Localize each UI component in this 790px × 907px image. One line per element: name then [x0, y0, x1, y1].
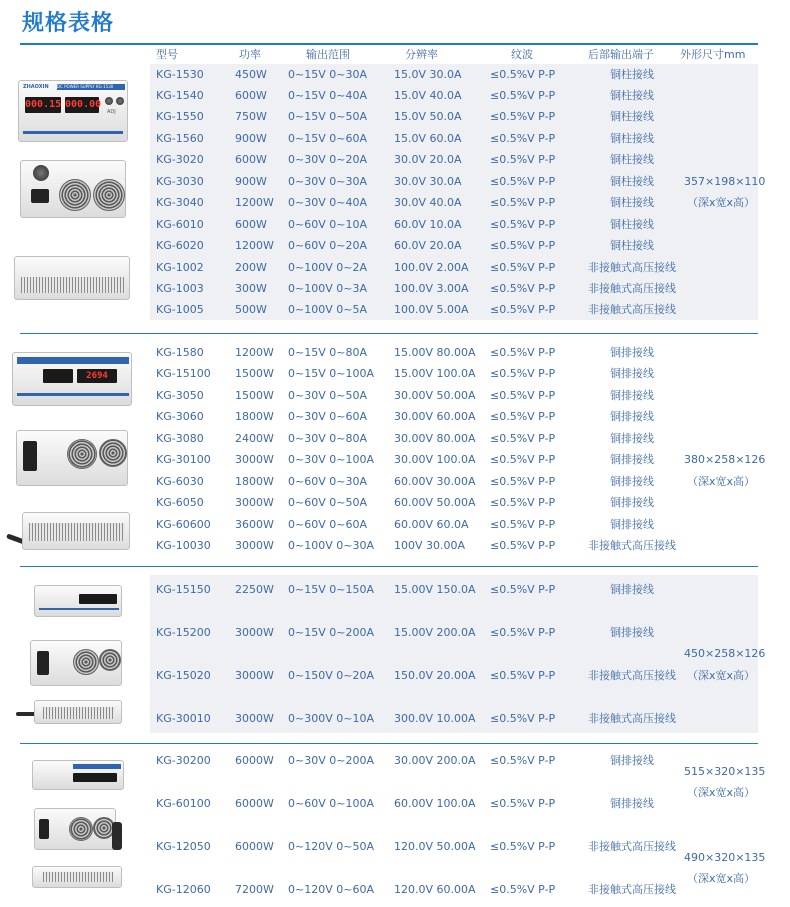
cell-terminal: 铜排接线: [610, 496, 654, 509]
cell-ripple: ≤0.5%V P-P: [490, 346, 556, 359]
cell-ripple: ≤0.5%V P-P: [490, 754, 556, 767]
cell-resolution: 60.00V 30.00A: [394, 475, 476, 488]
dimension-note: （深x宽x高）: [686, 196, 756, 209]
cell-resolution: 100.0V 3.00A: [394, 282, 469, 295]
table-row: [150, 471, 758, 492]
cell-power: 3000W: [235, 626, 274, 639]
cell-power: 200W: [235, 261, 267, 274]
cell-range: 0~60V 0~100A: [288, 797, 374, 810]
cell-power: 3000W: [235, 669, 274, 682]
cell-ripple: ≤0.5%V P-P: [490, 303, 556, 316]
cell-model: KG-6010: [156, 218, 204, 231]
cell-model: KG-3030: [156, 175, 204, 188]
cell-terminal: 铜排接线: [610, 432, 654, 445]
power-cord: [112, 822, 122, 850]
cell-resolution: 300.0V 10.00A: [394, 712, 476, 725]
dimension-note: （深x宽x高）: [686, 786, 756, 799]
cell-model: KG-15020: [156, 669, 211, 682]
cell-model: KG-6050: [156, 496, 204, 509]
cell-power: 900W: [235, 132, 267, 145]
cell-range: 0~60V 0~20A: [288, 239, 367, 252]
dimension-value: 515×320×135: [684, 765, 766, 778]
cell-resolution: 30.0V 40.0A: [394, 196, 462, 209]
cell-terminal: 铜排接线: [610, 367, 654, 380]
current-display: 000.00: [65, 97, 99, 113]
adj-label: ADJ: [107, 109, 116, 115]
cell-range: 0~15V 0~50A: [288, 110, 367, 123]
vent-grill: [43, 707, 115, 719]
cell-ripple: ≤0.5%V P-P: [490, 518, 556, 531]
cell-range: 0~15V 0~30A: [288, 68, 367, 81]
cell-range: 0~15V 0~80A: [288, 346, 367, 359]
cell-ripple: ≤0.5%V P-P: [490, 196, 556, 209]
cell-resolution: 60.0V 20.0A: [394, 239, 462, 252]
dimension-value: 380×258×126: [684, 453, 766, 466]
cell-resolution: 120.0V 60.00A: [394, 883, 476, 896]
fan-icon: [93, 179, 125, 211]
table-row: [150, 406, 758, 427]
cell-power: 750W: [235, 110, 267, 123]
cell-ripple: ≤0.5%V P-P: [490, 840, 556, 853]
cell-model: KG-60600: [156, 518, 211, 531]
cell-power: 2400W: [235, 432, 274, 445]
table-row: [150, 665, 758, 686]
cell-range: 0~30V 0~20A: [288, 153, 367, 166]
group-divider: [20, 743, 758, 744]
cell-range: 0~30V 0~80A: [288, 432, 367, 445]
current-display: [73, 773, 117, 782]
spec-group-2: [150, 342, 766, 556]
cell-resolution: 60.00V 60.0A: [394, 518, 469, 531]
cell-range: 0~100V 0~30A: [288, 539, 374, 552]
cell-power: 6000W: [235, 754, 274, 767]
cell-model: KG-15150: [156, 583, 211, 596]
cell-ripple: ≤0.5%V P-P: [490, 68, 556, 81]
table-row: [150, 449, 766, 470]
table-row: [150, 64, 758, 85]
cell-ripple: ≤0.5%V P-P: [490, 475, 556, 488]
cell-model: KG-1550: [156, 110, 204, 123]
cell-terminal: 铜排接线: [610, 389, 654, 402]
panel-stripe: [23, 131, 123, 134]
cell-terminal: 铜排接线: [610, 583, 654, 596]
table-row: [150, 192, 758, 213]
cell-model: KG-1003: [156, 282, 204, 295]
spec-group-1: [150, 64, 766, 320]
cell-model: KG-3040: [156, 196, 204, 209]
cell-resolution: 60.00V 50.00A: [394, 496, 476, 509]
fan-icon: [67, 439, 97, 469]
cell-terminal: 非接触式高压接线: [588, 282, 676, 295]
cell-ripple: ≤0.5%V P-P: [490, 153, 556, 166]
cell-range: 0~100V 0~5A: [288, 303, 367, 316]
cell-resolution: 15.00V 150.0A: [394, 583, 476, 596]
table-row: [150, 385, 758, 406]
cell-model: KG-3060: [156, 410, 204, 423]
cell-power: 500W: [235, 303, 267, 316]
table-row: [150, 492, 758, 513]
cell-power: 3000W: [235, 712, 274, 725]
cell-terminal: 铜柱接线: [610, 196, 654, 209]
cell-resolution: 30.00V 100.0A: [394, 453, 476, 466]
product-image-front-panel: [32, 760, 124, 790]
cell-power: 1500W: [235, 389, 274, 402]
cell-power: 1800W: [235, 410, 274, 423]
cell-ripple: ≤0.5%V P-P: [490, 797, 556, 810]
cell-terminal: 铜排接线: [610, 453, 654, 466]
dimension-note: （深x宽x高）: [686, 475, 756, 488]
cell-terminal: 非接触式高压接线: [588, 669, 676, 682]
cell-resolution: 60.0V 10.0A: [394, 218, 462, 231]
cell-model: KG-15100: [156, 367, 211, 380]
cell-model: KG-1005: [156, 303, 204, 316]
cell-range: 0~60V 0~10A: [288, 218, 367, 231]
table-row: [150, 708, 758, 729]
table-row: [150, 171, 766, 192]
cell-range: 0~15V 0~40A: [288, 89, 367, 102]
product-image-front-panel: [12, 352, 132, 406]
cell-resolution: 30.00V 200.0A: [394, 754, 476, 767]
cell-resolution: 100.0V 2.00A: [394, 261, 469, 274]
table-row: [150, 149, 758, 170]
cell-resolution: 15.00V 100.0A: [394, 367, 476, 380]
cell-ripple: ≤0.5%V P-P: [490, 626, 556, 639]
cell-terminal: 铜排接线: [610, 754, 654, 767]
terminal-block-icon: [23, 441, 37, 471]
cell-model: KG-1002: [156, 261, 204, 274]
cell-range: 0~150V 0~20A: [288, 669, 374, 682]
fan-icon: [73, 649, 99, 675]
fan-icon: [99, 649, 121, 671]
cell-power: 6000W: [235, 840, 274, 853]
cell-model: KG-6020: [156, 239, 204, 252]
product-image-side-view: [34, 700, 122, 724]
cell-model: KG-1530: [156, 68, 204, 81]
dimension-value: 357×198×110: [684, 175, 766, 188]
panel-label-bar: [73, 764, 121, 769]
table-row: [150, 235, 758, 256]
table-row: [150, 836, 758, 857]
cell-range: 0~30V 0~30A: [288, 175, 367, 188]
header-model: 型号: [156, 48, 178, 61]
product-image-side-view: [32, 866, 122, 888]
power-socket-icon: [31, 189, 49, 203]
cell-power: 1200W: [235, 239, 274, 252]
cell-model: KG-30200: [156, 754, 211, 767]
cell-power: 300W: [235, 282, 267, 295]
cell-range: 0~100V 0~2A: [288, 261, 367, 274]
cell-range: 0~120V 0~50A: [288, 840, 374, 853]
header-resolution: 分辨率: [405, 48, 438, 61]
table-row: [150, 214, 758, 235]
cell-range: 0~15V 0~60A: [288, 132, 367, 145]
cell-ripple: ≤0.5%V P-P: [490, 367, 556, 380]
cell-terminal: 铜柱接线: [610, 239, 654, 252]
header-dimension: 外形尺寸mm: [680, 48, 746, 61]
cell-resolution: 30.00V 80.00A: [394, 432, 476, 445]
terminal-block-icon: [39, 819, 49, 839]
cell-terminal: 铜排接线: [610, 518, 654, 531]
dimension-note: （深x宽x高）: [686, 872, 756, 885]
product-image-front-panel: [18, 80, 128, 142]
current-display: 2694: [77, 369, 117, 383]
cell-ripple: ≤0.5%V P-P: [490, 218, 556, 231]
cell-range: 0~60V 0~50A: [288, 496, 367, 509]
cell-power: 7200W: [235, 883, 274, 896]
cell-resolution: 100.0V 5.00A: [394, 303, 469, 316]
cell-resolution: 15.00V 80.00A: [394, 346, 476, 359]
vent-grill: [29, 523, 125, 541]
title-rule: [20, 43, 758, 45]
group-divider: [20, 566, 758, 567]
table-row: [150, 622, 758, 643]
cell-ripple: ≤0.5%V P-P: [490, 132, 556, 145]
panel-text: DC POWER SUPPLY: [57, 84, 95, 89]
cell-ripple: ≤0.5%V P-P: [490, 669, 556, 682]
product-image-rear-panel: [16, 430, 128, 486]
cell-power: 1200W: [235, 196, 274, 209]
cell-terminal: 非接触式高压接线: [588, 883, 676, 896]
table-row: [150, 278, 758, 299]
table-row: [150, 793, 758, 814]
panel-label-bar: [57, 84, 125, 90]
terminal-block-icon: [37, 651, 49, 675]
cell-terminal: 铜排接线: [610, 346, 654, 359]
cell-range: 0~15V 0~150A: [288, 583, 374, 596]
cell-power: 3000W: [235, 453, 274, 466]
table-row: [150, 85, 758, 106]
fan-icon: [99, 439, 127, 467]
cell-ripple: ≤0.5%V P-P: [490, 239, 556, 252]
cell-ripple: ≤0.5%V P-P: [490, 539, 556, 552]
cell-terminal: 铜柱接线: [610, 89, 654, 102]
panel-label-bar: [17, 357, 129, 364]
current-display: [79, 594, 117, 604]
cell-resolution: 15.00V 200.0A: [394, 626, 476, 639]
cell-model: KG-6030: [156, 475, 204, 488]
cell-ripple: ≤0.5%V P-P: [490, 110, 556, 123]
table-row: [150, 750, 758, 771]
cell-ripple: ≤0.5%V P-P: [490, 389, 556, 402]
header-terminal: 后部输出端子: [588, 48, 654, 61]
fan-icon: [69, 817, 93, 841]
cell-resolution: 100V 30.00A: [394, 539, 466, 552]
vent-grill: [43, 872, 113, 882]
cell-range: 0~300V 0~10A: [288, 712, 374, 725]
cell-range: 0~60V 0~30A: [288, 475, 367, 488]
vent-grill: [21, 277, 125, 293]
header-ripple: 纹波: [511, 48, 533, 61]
cell-resolution: 30.0V 30.0A: [394, 175, 462, 188]
cell-terminal: 非接触式高压接线: [588, 539, 676, 552]
cell-resolution: 15.0V 40.0A: [394, 89, 462, 102]
cell-resolution: 30.0V 20.0A: [394, 153, 462, 166]
cell-resolution: 30.00V 50.00A: [394, 389, 476, 402]
cell-model: KG-3050: [156, 389, 204, 402]
cell-resolution: 30.00V 60.00A: [394, 410, 476, 423]
header-range: 输出范围: [306, 48, 350, 61]
cell-power: 3000W: [235, 539, 274, 552]
cell-ripple: ≤0.5%V P-P: [490, 883, 556, 896]
cell-terminal: 铜排接线: [610, 410, 654, 423]
spec-group-4: [150, 750, 766, 900]
cell-model: KG-1540: [156, 89, 204, 102]
cell-terminal: 铜柱接线: [610, 132, 654, 145]
cell-ripple: ≤0.5%V P-P: [490, 89, 556, 102]
product-image-rear-panel: [34, 808, 116, 850]
cell-terminal: 铜柱接线: [610, 218, 654, 231]
dimension-value: 490×320×135: [684, 851, 766, 864]
cell-range: 0~30V 0~200A: [288, 754, 374, 767]
table-row: [150, 363, 758, 384]
cell-ripple: ≤0.5%V P-P: [490, 453, 556, 466]
cell-terminal: 铜柱接线: [610, 175, 654, 188]
cell-model: KG-3020: [156, 153, 204, 166]
cell-range: 0~30V 0~100A: [288, 453, 374, 466]
table-row: [150, 428, 758, 449]
cell-power: 450W: [235, 68, 267, 81]
cell-terminal: 铜排接线: [610, 797, 654, 810]
cell-resolution: 15.0V 50.0A: [394, 110, 462, 123]
cell-resolution: 150.0V 20.00A: [394, 669, 476, 682]
cell-model: KG-15200: [156, 626, 211, 639]
cell-power: 3000W: [235, 496, 274, 509]
cell-power: 600W: [235, 218, 267, 231]
cell-model: KG-1560: [156, 132, 204, 145]
cell-model: KG-10030: [156, 539, 211, 552]
cell-terminal: 铜排接线: [610, 475, 654, 488]
cell-range: 0~30V 0~60A: [288, 410, 367, 423]
table-row: [150, 535, 758, 556]
cell-model: KG-12050: [156, 840, 211, 853]
header-power: 功率: [239, 48, 261, 61]
cell-ripple: ≤0.5%V P-P: [490, 282, 556, 295]
cell-power: 600W: [235, 153, 267, 166]
adjust-knob-icon: [116, 97, 124, 105]
table-row: [150, 514, 758, 535]
spec-group-3: [150, 575, 766, 733]
fan-icon: [59, 179, 91, 211]
cell-ripple: ≤0.5%V P-P: [490, 583, 556, 596]
cell-range: 0~100V 0~3A: [288, 282, 367, 295]
table-row: [150, 299, 758, 320]
cell-ripple: ≤0.5%V P-P: [490, 712, 556, 725]
cell-terminal: 非接触式高压接线: [588, 712, 676, 725]
cell-power: 1200W: [235, 346, 274, 359]
cell-range: 0~120V 0~60A: [288, 883, 374, 896]
cell-power: 900W: [235, 175, 267, 188]
cell-ripple: ≤0.5%V P-P: [490, 175, 556, 188]
panel-model: KG-1530: [95, 84, 114, 89]
cell-ripple: ≤0.5%V P-P: [490, 410, 556, 423]
product-image-rear-panel: [30, 640, 122, 686]
cell-resolution: 15.0V 60.0A: [394, 132, 462, 145]
cell-power: 6000W: [235, 797, 274, 810]
table-row: [150, 342, 758, 363]
cell-model: KG-30010: [156, 712, 211, 725]
cell-model: KG-30100: [156, 453, 211, 466]
cell-range: 0~60V 0~60A: [288, 518, 367, 531]
cell-terminal: 铜柱接线: [610, 110, 654, 123]
table-row: [150, 257, 758, 278]
cell-power: 1800W: [235, 475, 274, 488]
product-image-side-view: [22, 512, 130, 550]
voltage-display: [43, 369, 73, 383]
cell-ripple: ≤0.5%V P-P: [490, 261, 556, 274]
cell-terminal: 铜柱接线: [610, 68, 654, 81]
cell-power: 2250W: [235, 583, 274, 596]
cell-model: KG-3080: [156, 432, 204, 445]
cell-range: 0~30V 0~40A: [288, 196, 367, 209]
panel-stripe: [17, 393, 129, 396]
cell-resolution: 60.00V 100.0A: [394, 797, 476, 810]
dimension-note: （深x宽x高）: [686, 669, 756, 682]
cell-terminal: 铜柱接线: [610, 153, 654, 166]
cell-terminal: 铜排接线: [610, 626, 654, 639]
table-row: [150, 879, 758, 900]
brand-label: ZHAOXIN: [23, 84, 49, 90]
cell-power: 1500W: [235, 367, 274, 380]
product-image-side-view: [14, 256, 130, 300]
voltage-display: 000.15: [25, 97, 61, 113]
product-image-front-panel: [34, 585, 122, 617]
panel-stripe: [39, 608, 119, 610]
adjust-knob-icon: [105, 97, 113, 105]
cell-resolution: 15.0V 30.0A: [394, 68, 462, 81]
table-row: [150, 128, 758, 149]
dimension-value: 450×258×126: [684, 647, 766, 660]
cell-terminal: 非接触式高压接线: [588, 840, 676, 853]
cell-terminal: 非接触式高压接线: [588, 261, 676, 274]
cell-range: 0~15V 0~200A: [288, 626, 374, 639]
table-row: [150, 106, 758, 127]
cell-ripple: ≤0.5%V P-P: [490, 432, 556, 445]
cell-range: 0~30V 0~50A: [288, 389, 367, 402]
cell-model: KG-1580: [156, 346, 204, 359]
table-row: [150, 579, 758, 600]
cell-range: 0~15V 0~100A: [288, 367, 374, 380]
cell-terminal: 非接触式高压接线: [588, 303, 676, 316]
cell-model: KG-60100: [156, 797, 211, 810]
group-divider: [20, 333, 758, 334]
cell-power: 3600W: [235, 518, 274, 531]
page-title: 规格表格: [22, 11, 115, 36]
cell-model: KG-12060: [156, 883, 211, 896]
cell-ripple: ≤0.5%V P-P: [490, 496, 556, 509]
cell-power: 600W: [235, 89, 267, 102]
output-terminal-icon: [33, 165, 49, 181]
cell-resolution: 120.0V 50.00A: [394, 840, 476, 853]
product-image-rear-panel: [20, 160, 126, 218]
